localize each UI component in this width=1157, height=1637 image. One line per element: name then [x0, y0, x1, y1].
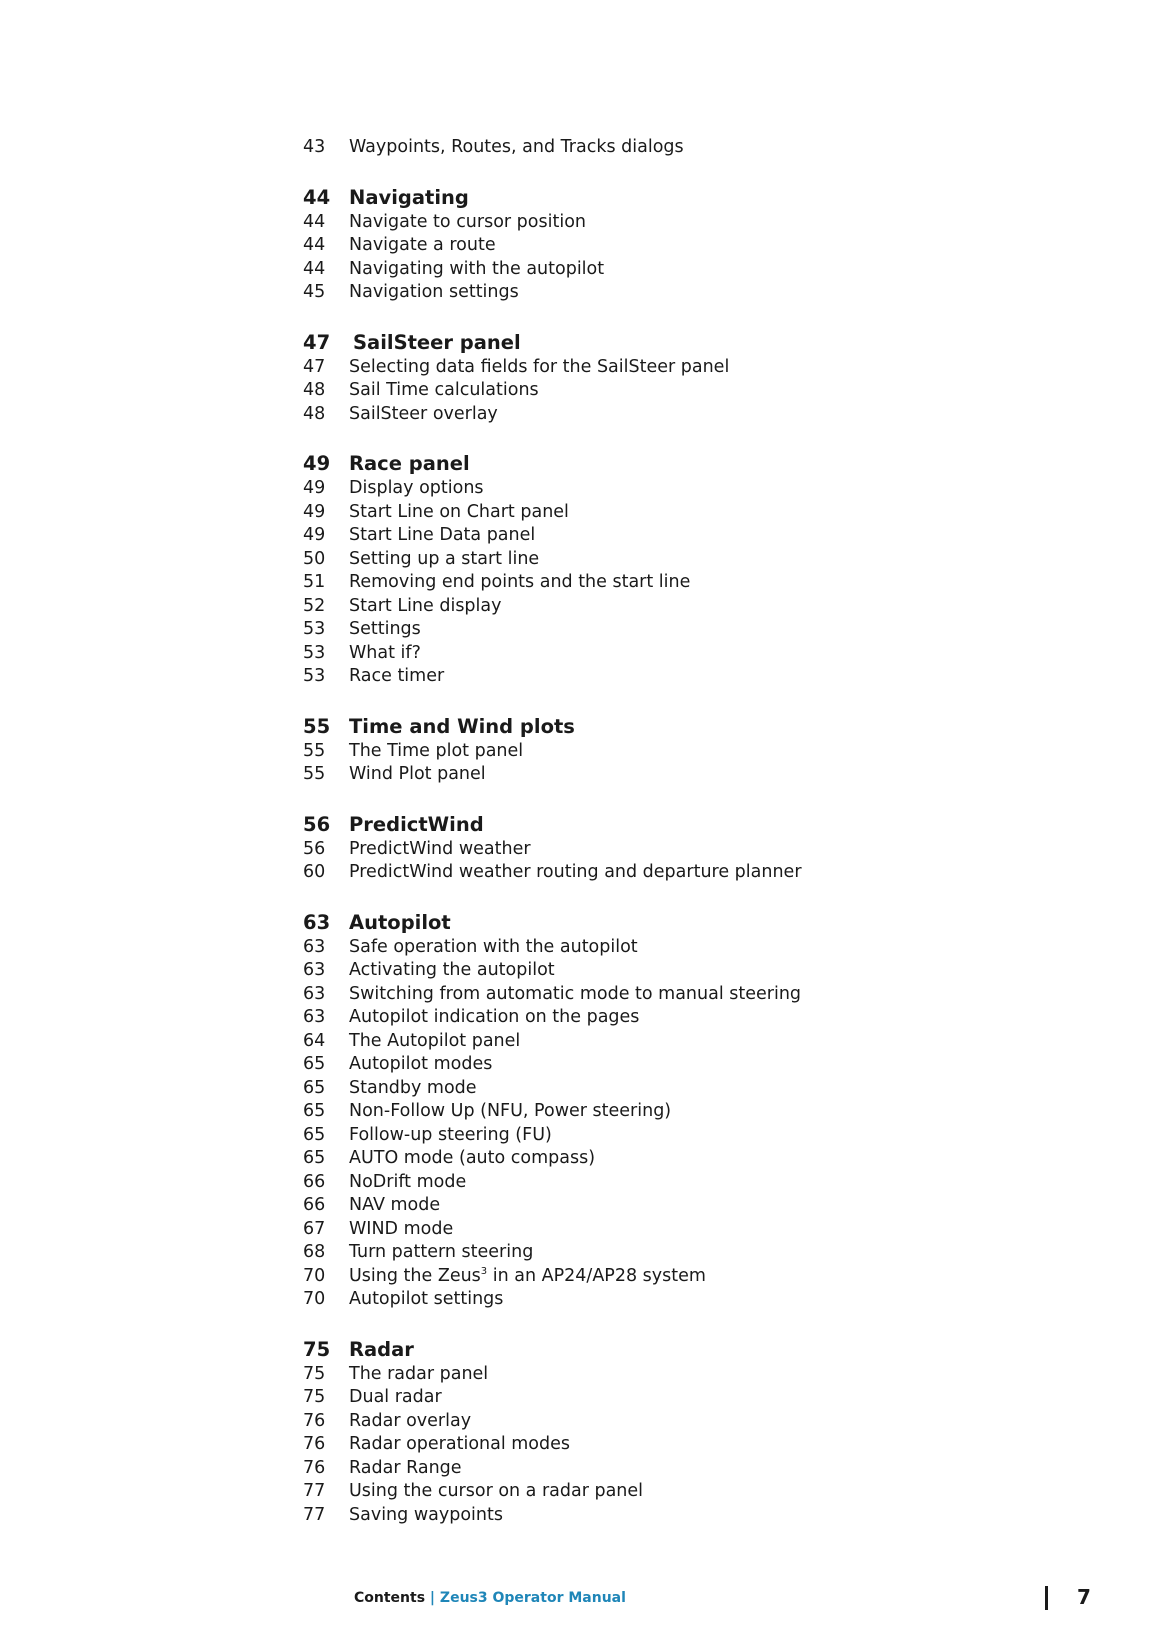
- toc-section-title: PredictWind: [349, 812, 484, 836]
- toc-page-number: 50: [303, 548, 326, 569]
- toc-entry-title: Navigate a route: [349, 235, 496, 255]
- toc-entry-title: Using the cursor on a radar panel: [349, 1481, 644, 1501]
- toc-section-title: Race panel: [349, 452, 470, 475]
- toc-page-number: 60: [303, 862, 326, 882]
- toc-section-navigating: [303, 184, 1003, 305]
- toc-entry[interactable]: [303, 763, 1003, 787]
- toc-entry-title: Sail Time calculations: [349, 380, 539, 400]
- toc-entry-title: Selecting data fields for the SailSteer panel: [349, 356, 730, 377]
- toc-entry[interactable]: [303, 838, 1003, 862]
- toc-entry-title: Start Line Data panel: [349, 525, 536, 545]
- toc-entry[interactable]: [303, 548, 1003, 572]
- toc-entry[interactable]: [303, 1147, 1003, 1171]
- toc-entry[interactable]: [303, 1194, 1003, 1218]
- toc-entry-title: Removing end points and the start line: [349, 572, 691, 592]
- footer-separator: |: [429, 1590, 436, 1606]
- toc-entry-title: Saving waypoints: [349, 1504, 503, 1525]
- toc-entry[interactable]: [303, 740, 1003, 764]
- toc-page-number: 44: [303, 258, 326, 279]
- toc-section-heading[interactable]: [303, 329, 1003, 356]
- toc-page-number: 65: [303, 1148, 326, 1168]
- toc-entry[interactable]: [303, 983, 1003, 1007]
- toc-page-number: 75: [303, 1363, 326, 1384]
- toc-entry-title: PredictWind weather routing and departure planner: [349, 862, 802, 882]
- toc-section-race-panel: [303, 450, 1003, 689]
- toc-section-page: 44: [303, 185, 331, 209]
- toc-entry-title: Autopilot indication on the pages: [349, 1007, 640, 1027]
- toc-entry[interactable]: [303, 1218, 1003, 1242]
- toc-section-autopilot: [303, 909, 1003, 1312]
- toc-entry-title: Activating the autopilot: [349, 960, 555, 980]
- toc-section-heading[interactable]: [303, 450, 1003, 477]
- toc-entry-title-text: Using the Zeus: [349, 1265, 481, 1286]
- toc-page-number: 75: [303, 1387, 326, 1407]
- toc-entry[interactable]: [303, 1433, 1003, 1457]
- toc-entry-title: Navigation settings: [349, 282, 519, 302]
- toc-entry-title: Dual radar: [349, 1387, 442, 1407]
- toc-entry-title: What if?: [349, 642, 421, 663]
- toc-page-number: 55: [303, 740, 326, 761]
- toc-entry[interactable]: [303, 1171, 1003, 1195]
- toc-entry[interactable]: [303, 1457, 1003, 1481]
- toc-entry-title: Start Line on Chart panel: [349, 501, 569, 522]
- toc-section-heading[interactable]: [303, 811, 1003, 838]
- footer-section-label: Contents: [354, 1590, 426, 1606]
- toc-entry-title: Follow-up steering (FU): [349, 1124, 552, 1145]
- toc-entry-title: Autopilot settings: [349, 1289, 504, 1309]
- toc-page-number: 76: [303, 1457, 326, 1478]
- toc-section-title: Navigating: [349, 185, 469, 209]
- toc-page-number: 64: [303, 1030, 326, 1051]
- toc-entry-title: Turn pattern steering: [349, 1242, 534, 1262]
- toc-entry-title: WIND mode: [349, 1218, 454, 1239]
- page-footer: [354, 1590, 626, 1606]
- toc-page-number: 53: [303, 666, 326, 686]
- toc-entry[interactable]: [303, 1100, 1003, 1124]
- toc-section-page: 49: [303, 452, 331, 475]
- toc-section-heading[interactable]: [303, 184, 1003, 211]
- toc-entry[interactable]: [303, 1124, 1003, 1148]
- toc-page-number: 63: [303, 983, 326, 1004]
- toc-entry[interactable]: [303, 1386, 1003, 1410]
- toc-section-time-and-wind-plots: [303, 713, 1003, 787]
- toc-section-sailsteer-panel: [303, 329, 1003, 427]
- toc-page-number: 77: [303, 1504, 326, 1525]
- toc-entry[interactable]: [303, 1053, 1003, 1077]
- toc-page-number: 48: [303, 403, 326, 424]
- toc-entry[interactable]: [303, 1480, 1003, 1504]
- toc-entry[interactable]: [303, 477, 1003, 501]
- toc-entry-title: SailSteer overlay: [349, 403, 498, 424]
- toc-page-number: 66: [303, 1171, 326, 1192]
- toc-entry-title: The Autopilot panel: [349, 1030, 521, 1051]
- toc-entry-title: The Time plot panel: [349, 740, 524, 761]
- toc-section-heading[interactable]: [303, 1336, 1003, 1363]
- toc-page-number: 53: [303, 642, 326, 663]
- toc-entry-title: Navigate to cursor position: [349, 211, 586, 232]
- toc-page-number: 49: [303, 525, 326, 545]
- toc-entry-title: Navigating with the autopilot: [349, 258, 605, 279]
- toc-section-predictwind: [303, 811, 1003, 885]
- toc-entry[interactable]: [303, 959, 1003, 983]
- toc-entry-title: NAV mode: [349, 1195, 441, 1215]
- toc-page-number: 44: [303, 235, 326, 255]
- toc-section-title: SailSteer panel: [353, 330, 521, 354]
- toc-entry[interactable]: [303, 571, 1003, 595]
- toc-entry[interactable]: [303, 211, 1003, 235]
- toc-page-number: 68: [303, 1242, 326, 1262]
- toc-section-page: 75: [303, 1337, 331, 1361]
- toc-page-number: 49: [303, 478, 326, 498]
- toc-entry-title: Safe operation with the autopilot: [349, 936, 638, 957]
- toc-entry-title: Radar Range: [349, 1457, 462, 1478]
- toc-entry[interactable]: [303, 936, 1003, 960]
- toc-entry[interactable]: [303, 136, 1003, 160]
- toc-entry[interactable]: [303, 595, 1003, 619]
- page-number: 7: [1077, 1585, 1091, 1609]
- toc-section-radar: [303, 1336, 1003, 1528]
- toc-page-number: 70: [303, 1265, 326, 1286]
- toc-entry[interactable]: [303, 379, 1003, 403]
- toc-entry-title: The radar panel: [349, 1363, 489, 1384]
- toc-entry-title: Standby mode: [349, 1077, 477, 1098]
- toc-page-number: 66: [303, 1195, 326, 1215]
- toc-page-number: 48: [303, 380, 326, 400]
- toc-entry[interactable]: [303, 501, 1003, 525]
- toc-section-page: 63: [303, 910, 331, 934]
- toc-page-number: 63: [303, 1007, 326, 1027]
- toc-entry-title: NoDrift mode: [349, 1171, 467, 1192]
- toc-entry-title: Radar operational modes: [349, 1434, 571, 1454]
- toc-entry[interactable]: [303, 861, 1003, 885]
- toc-page-number: 65: [303, 1124, 326, 1145]
- toc-page-number: 55: [303, 764, 326, 784]
- toc-page-number: 45: [303, 282, 326, 302]
- toc-entry-title: [349, 1265, 706, 1289]
- toc-page-number: 49: [303, 501, 326, 522]
- toc-page-number: 47: [303, 356, 326, 377]
- toc-entry-title: Start Line display: [349, 595, 502, 616]
- toc-page-number: 70: [303, 1289, 326, 1309]
- toc-page-number: 65: [303, 1101, 326, 1121]
- toc-section-heading[interactable]: [303, 909, 1003, 936]
- toc-page-number: 77: [303, 1481, 326, 1501]
- toc-entry-title: PredictWind weather: [349, 838, 531, 859]
- toc-section-title: Time and Wind plots: [349, 714, 575, 738]
- superscript: 3: [480, 1265, 488, 1277]
- toc-page-number: 44: [303, 211, 326, 232]
- toc-entry[interactable]: [303, 1410, 1003, 1434]
- toc-section-page: 56: [303, 812, 331, 836]
- toc-entry[interactable]: [303, 642, 1003, 666]
- toc-entry[interactable]: [303, 234, 1003, 258]
- toc-entry-title: Waypoints, Routes, and Tracks dialogs: [349, 137, 684, 157]
- toc-entry-title: Radar overlay: [349, 1410, 472, 1431]
- toc-page-number: 76: [303, 1410, 326, 1431]
- toc-entry-title: Wind Plot panel: [349, 764, 486, 784]
- toc-entry-title: Autopilot modes: [349, 1054, 493, 1074]
- toc-page-number: 63: [303, 960, 326, 980]
- toc-entry[interactable]: [303, 1241, 1003, 1265]
- toc-section-page: 55: [303, 714, 331, 738]
- toc-page-number: 67: [303, 1218, 326, 1239]
- footer-divider: [1045, 1586, 1048, 1610]
- toc-section-page: 47: [303, 330, 331, 354]
- toc-entry-title: AUTO mode (auto compass): [349, 1148, 596, 1168]
- toc-page-number: 51: [303, 572, 326, 592]
- toc-page-number: 76: [303, 1434, 326, 1454]
- toc-entry[interactable]: [303, 1288, 1003, 1312]
- toc-entry[interactable]: [303, 1077, 1003, 1101]
- toc-entry[interactable]: [303, 1504, 1003, 1528]
- toc-section-heading[interactable]: [303, 713, 1003, 740]
- toc-entry-title: Display options: [349, 478, 484, 498]
- toc-entry-title: Race timer: [349, 666, 445, 686]
- footer-manual-title: Zeus3 Operator Manual: [439, 1590, 626, 1606]
- toc-entry-title-text: in an AP24/AP28 system: [487, 1265, 706, 1286]
- table-of-contents: [303, 136, 1003, 1527]
- toc-page-number: 56: [303, 838, 326, 859]
- toc-section-title: Autopilot: [349, 910, 451, 934]
- toc-entry[interactable]: [303, 665, 1003, 689]
- toc-entry[interactable]: [303, 1006, 1003, 1030]
- toc-entry-title: Setting up a start line: [349, 548, 540, 569]
- toc-entry[interactable]: [303, 618, 1003, 642]
- toc-entry[interactable]: [303, 403, 1003, 427]
- toc-page-number: 65: [303, 1054, 326, 1074]
- toc-page-number: 63: [303, 936, 326, 957]
- toc-page-number: 65: [303, 1077, 326, 1098]
- toc-entry[interactable]: [303, 356, 1003, 380]
- toc-page-number: 43: [303, 137, 326, 157]
- toc-entry[interactable]: [303, 281, 1003, 305]
- toc-page-number: 53: [303, 619, 326, 639]
- toc-entry[interactable]: [303, 524, 1003, 548]
- toc-entry[interactable]: [303, 258, 1003, 282]
- toc-entry-title: Non-Follow Up (NFU, Power steering): [349, 1101, 672, 1121]
- toc-section-title: Radar: [349, 1337, 414, 1361]
- toc-entry-title: Switching from automatic mode to manual steering: [349, 983, 802, 1004]
- toc-page-number: 52: [303, 595, 326, 616]
- toc-entry[interactable]: [303, 1363, 1003, 1387]
- toc-entry-title: Settings: [349, 619, 421, 639]
- toc-entry[interactable]: [303, 1265, 1003, 1289]
- toc-entry[interactable]: [303, 1030, 1003, 1054]
